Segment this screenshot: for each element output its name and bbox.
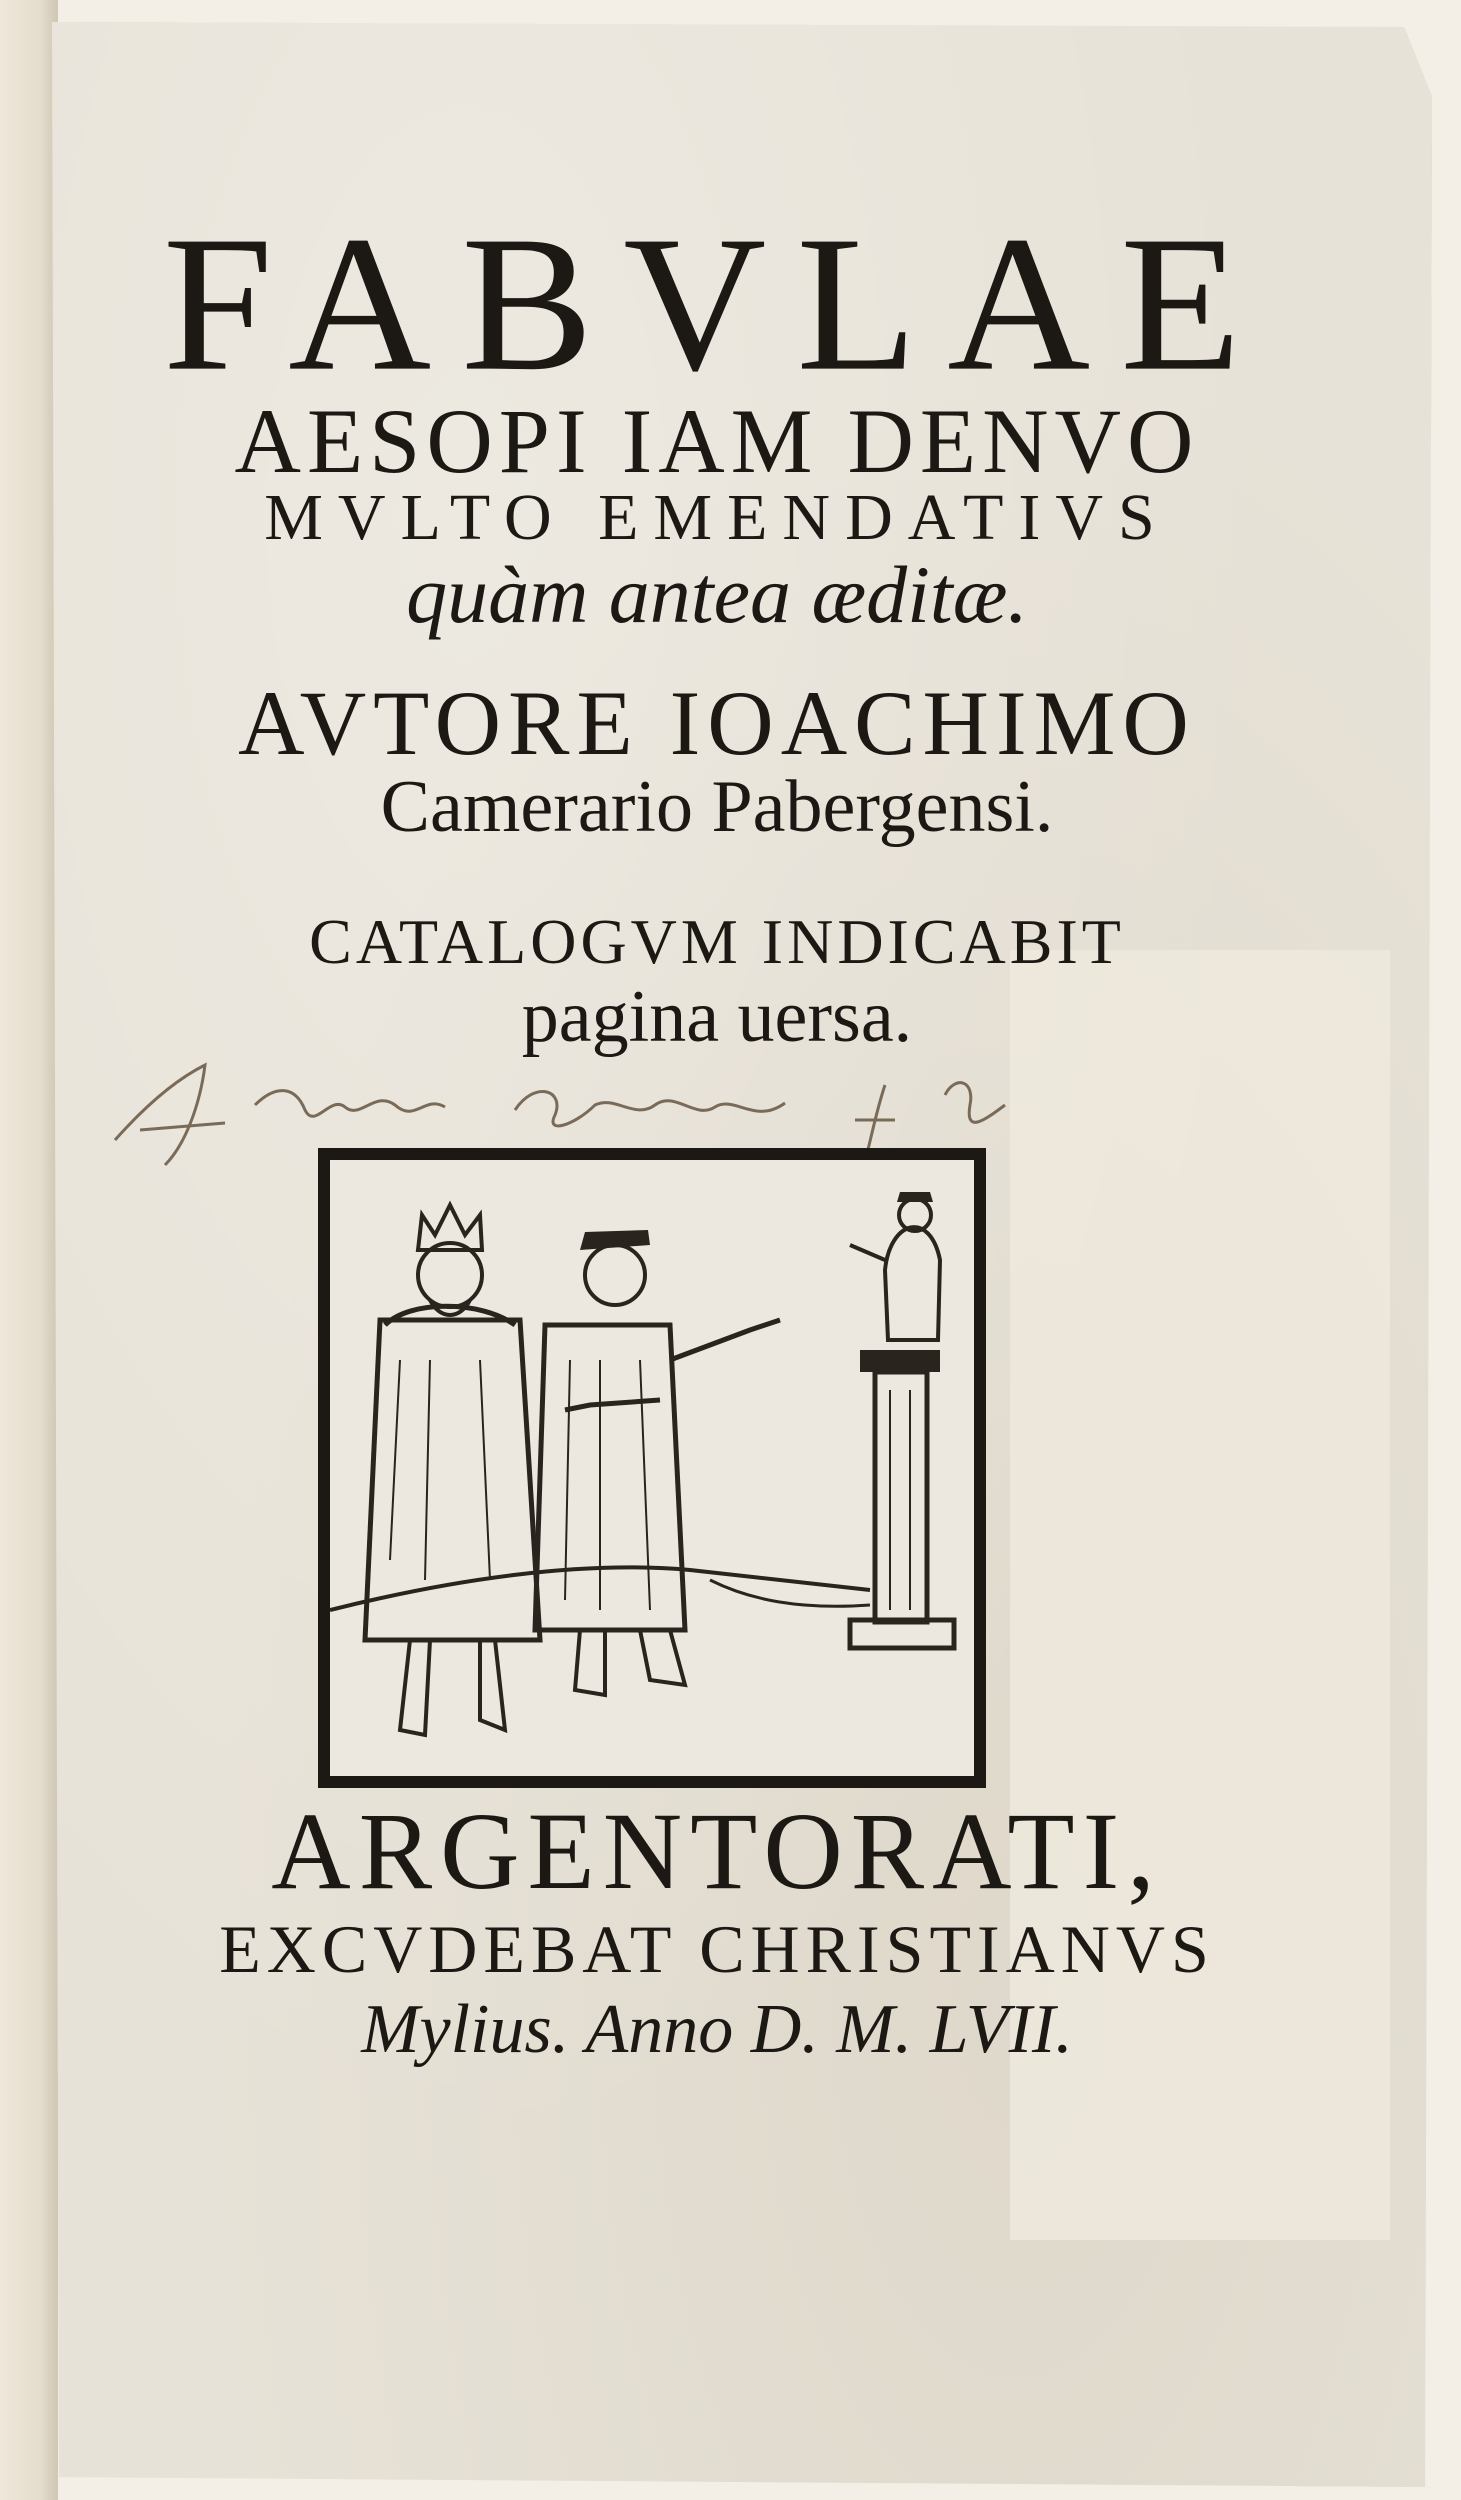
title-quam-antea: quàm antea æditæ. <box>406 549 1028 640</box>
title-multo-emendatius: MVLTO EMENDATIVS <box>264 481 1170 554</box>
title-fabulae: FABVLAE <box>162 196 1272 411</box>
catalog-note-continued: pagina uersa. <box>521 976 913 1058</box>
page-edge <box>0 0 58 2500</box>
author-name: Camerario Pabergensi. <box>380 766 1054 848</box>
woodcut-illustration <box>318 1148 986 1788</box>
imprint-year: Mylius. Anno D. M. LVII. <box>361 1991 1073 2068</box>
title-aesopi: AESOPI IAM DENVO <box>234 390 1200 492</box>
author-autore: AVTORE IOACHIMO <box>238 672 1196 774</box>
imprint-city: ARGENTORATI, <box>271 1790 1163 1912</box>
imprint-printer: EXCVDEBAT CHRISTIANVS <box>219 1911 1215 1987</box>
catalog-note: CATALOGVM INDICABIT <box>309 906 1125 977</box>
